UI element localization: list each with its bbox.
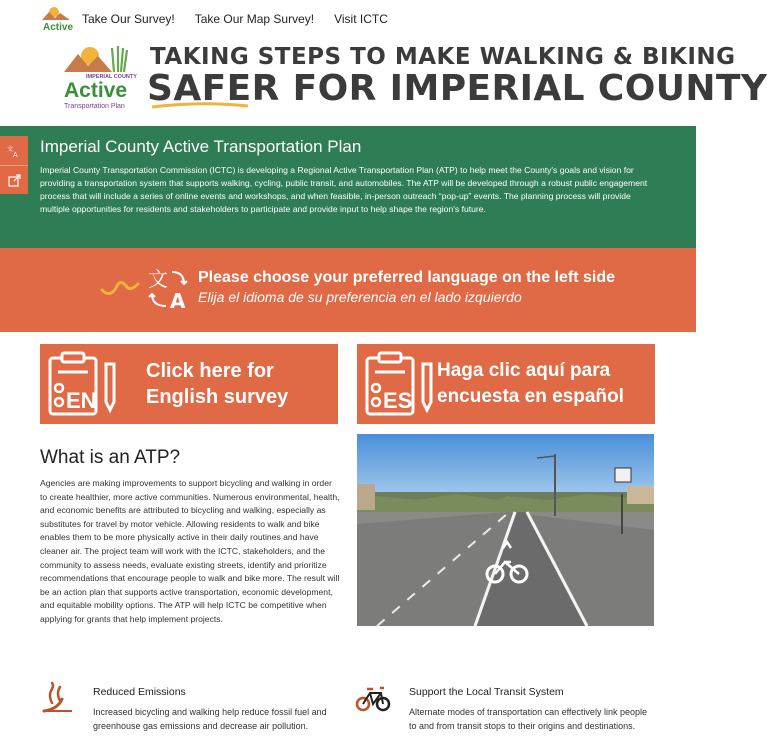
intro-body: Imperial County Transportation Commission (ICTC) is developing a Regional Active Transportation Plan (ATP) to help meet the County's goals and vision for providing a transportation system that supports walking, cycling, public transit, and automobiles. The ATP will be developed through a robust public engagement process that will include a series of online events and workshops, and when feasible, in-person outreach “pop-up” events. The planning process will provide multiple opportunities for residents and stakeholders to participate and provide input to help shape the region's future. (40, 165, 648, 214)
translate-icon[interactable] (0, 136, 28, 165)
banner-headline-top: TAKING STEPS TO MAKE WALKING & BIKING (150, 44, 736, 70)
svg-text:Active: Active (43, 22, 74, 33)
share-icon[interactable] (0, 165, 28, 194)
intro-section (0, 126, 696, 248)
logo-icon[interactable] (40, 4, 74, 34)
clipboard-icon (46, 350, 120, 418)
spanish-survey-line2: encuesta en español (437, 386, 624, 407)
atp-logo (60, 42, 142, 114)
english-survey-line2: English survey (146, 386, 289, 408)
language-section (0, 248, 696, 332)
intro-title: Imperial County Active Transportation Plan (40, 137, 362, 156)
spanish-badge: ES (383, 388, 413, 413)
emissions-icon (40, 681, 76, 715)
language-translate-icon (146, 266, 192, 312)
atp-heading: What is an ATP? (40, 447, 181, 468)
squiggle-icon (100, 274, 140, 300)
top-nav (0, 0, 696, 38)
hero-banner (0, 38, 767, 120)
english-survey-line1: Click here for (146, 360, 274, 382)
banner-underline-swoosh (150, 101, 250, 111)
nav-link-survey[interactable]: Take Our Survey! (82, 12, 175, 26)
spanish-survey-button[interactable] (357, 344, 655, 424)
feature-title-transit: Support the Local Transit System (409, 686, 564, 698)
feature-body-transit: Alternate modes of transportation can effectively link people to and from transit stops to their origins and destinations. (409, 707, 647, 731)
svg-text:A: A (13, 151, 18, 159)
english-survey-button[interactable] (40, 344, 338, 424)
svg-text:文: 文 (148, 267, 168, 291)
logo-active-text: Active (64, 79, 128, 102)
english-badge: EN (66, 388, 97, 413)
language-prompt-english: Please choose your preferred language on the left side (198, 269, 616, 286)
banner-headline-main: SAFER FOR IMPERIAL COUNTY (147, 68, 767, 109)
side-toolbar (0, 136, 28, 194)
nav-link-visit-ictc[interactable]: Visit ICTC (334, 12, 388, 26)
logo-plan-text: Transportation Plan (64, 103, 125, 110)
atp-body: Agencies are making improvements to support bicycling and walking in order to create healthier, more active communities. Numerous environmental, health, and economic benefits are attributed to bicycling and walking, especially as substitutes for travel by motor vehicle. Allowing residents to walk and bike enables them to be more physically active in their daily routines and have cleaner air. The project team will work with the ICTC, stakeholders, and the community to assess needs, evaluate existing streets, identify and prioritize recommendations that encourage people to walk and bike more. The result will be an action plan that supports active transportation, economic development, and equitable mobility options. The ATP will help ICTC be competitive when applying for grants that help implement projects. (40, 478, 340, 624)
bike-lane-photo (357, 434, 654, 626)
spanish-survey-line1: Haga clic aquí para (437, 360, 611, 381)
logo-county-text: IMPERIAL COUNTY (86, 74, 137, 80)
language-prompt-spanish: Elija el idioma de su preferencia en el lado izquierdo (198, 289, 522, 305)
bicycle-icon (355, 680, 391, 714)
svg-text:A: A (170, 289, 186, 313)
svg-text:文: 文 (7, 146, 14, 153)
feature-body-emissions: Increased bicycling and walking help reduce fossil fuel and greenhouse gas emissions and decrease air pollution. (93, 707, 327, 731)
nav-link-map-survey[interactable]: Take Our Map Survey! (194, 12, 315, 26)
feature-title-emissions: Reduced Emissions (93, 686, 186, 698)
clipboard-icon (363, 350, 437, 418)
